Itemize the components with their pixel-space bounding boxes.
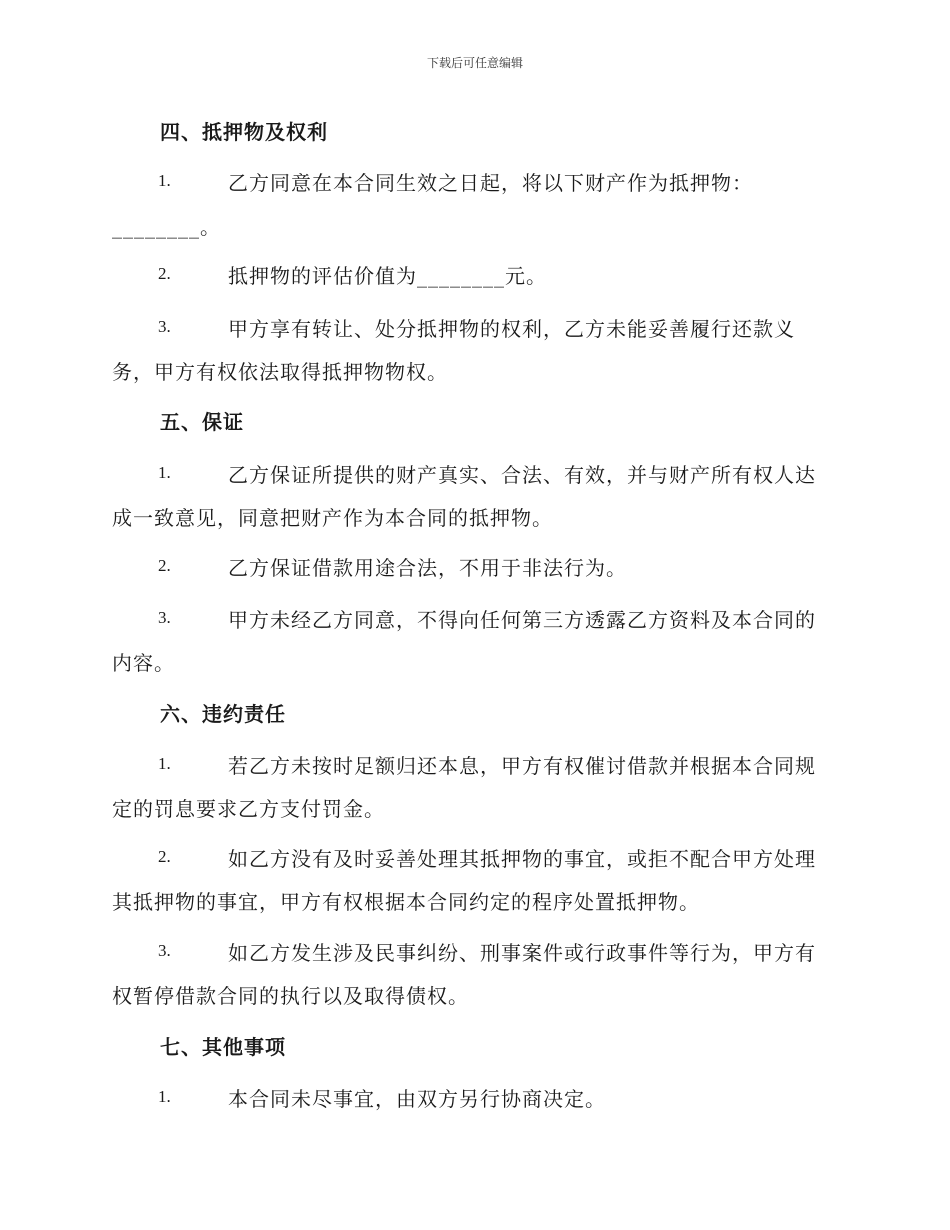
item-text-line: 甲方享有转让、处分抵押物的权利，乙方未能妥善履行还款义 [228,317,795,341]
section-title: 四、抵押物及权利 [160,120,328,144]
item-number: 2. [158,847,171,866]
item-text-line: 若乙方未按时足额归还本息，甲方有权催讨借款并根据本合同规 [228,754,816,778]
item-text-line: 成一致意见，同意把财产作为本合同的抵押物。 [112,506,553,530]
item-number: 3. [158,608,171,627]
item-text-line: 其抵押物的事宜，甲方有权根据本合同约定的程序处置抵押物。 [112,890,700,914]
item-text-line: 如乙方没有及时妥善处理其抵押物的事宜，或拒不配合甲方处理 [228,847,816,871]
item-text-line: 本合同未尽事宜，由双方另行协商决定。 [228,1087,606,1111]
page-header: 下载后可任意编辑 [426,56,523,70]
item-text-line: 如乙方发生涉及民事纠纷、刑事案件或行政事件等行为，甲方有 [228,941,816,965]
item-number: 1. [158,1087,171,1106]
item-text-line: 定的罚息要求乙方支付罚金。 [112,797,385,821]
item-number: 1. [158,754,171,773]
item-number: 1. [158,171,171,190]
item-number: 2. [158,264,171,283]
item-text-line: 务，甲方有权依法取得抵押物物权。 [112,360,448,384]
item-number: 3. [158,941,171,960]
item-number: 1. [158,463,171,482]
section-title: 六、违约责任 [160,702,286,726]
item-text-line: 甲方未经乙方同意，不得向任何第三方透露乙方资料及本合同的 [228,608,816,632]
item-text-line: ________。 [112,215,221,239]
item-text-line: 乙方保证借款用途合法，不用于非法行为。 [228,556,627,580]
item-text-line: 乙方保证所提供的财产真实、合法、有效，并与财产所有权人达 [228,463,816,487]
section-title: 七、其他事项 [160,1035,286,1059]
section-title: 五、保证 [160,410,244,434]
item-number: 3. [158,317,171,336]
item-text-line: 内容。 [112,651,175,675]
item-text-line: 抵押物的评估价值为________元。 [228,264,547,288]
item-number: 2. [158,556,171,575]
item-text-line: 权暂停借款合同的执行以及取得债权。 [112,984,469,1008]
item-text-line: 乙方同意在本合同生效之日起，将以下财产作为抵押物： [228,171,753,195]
